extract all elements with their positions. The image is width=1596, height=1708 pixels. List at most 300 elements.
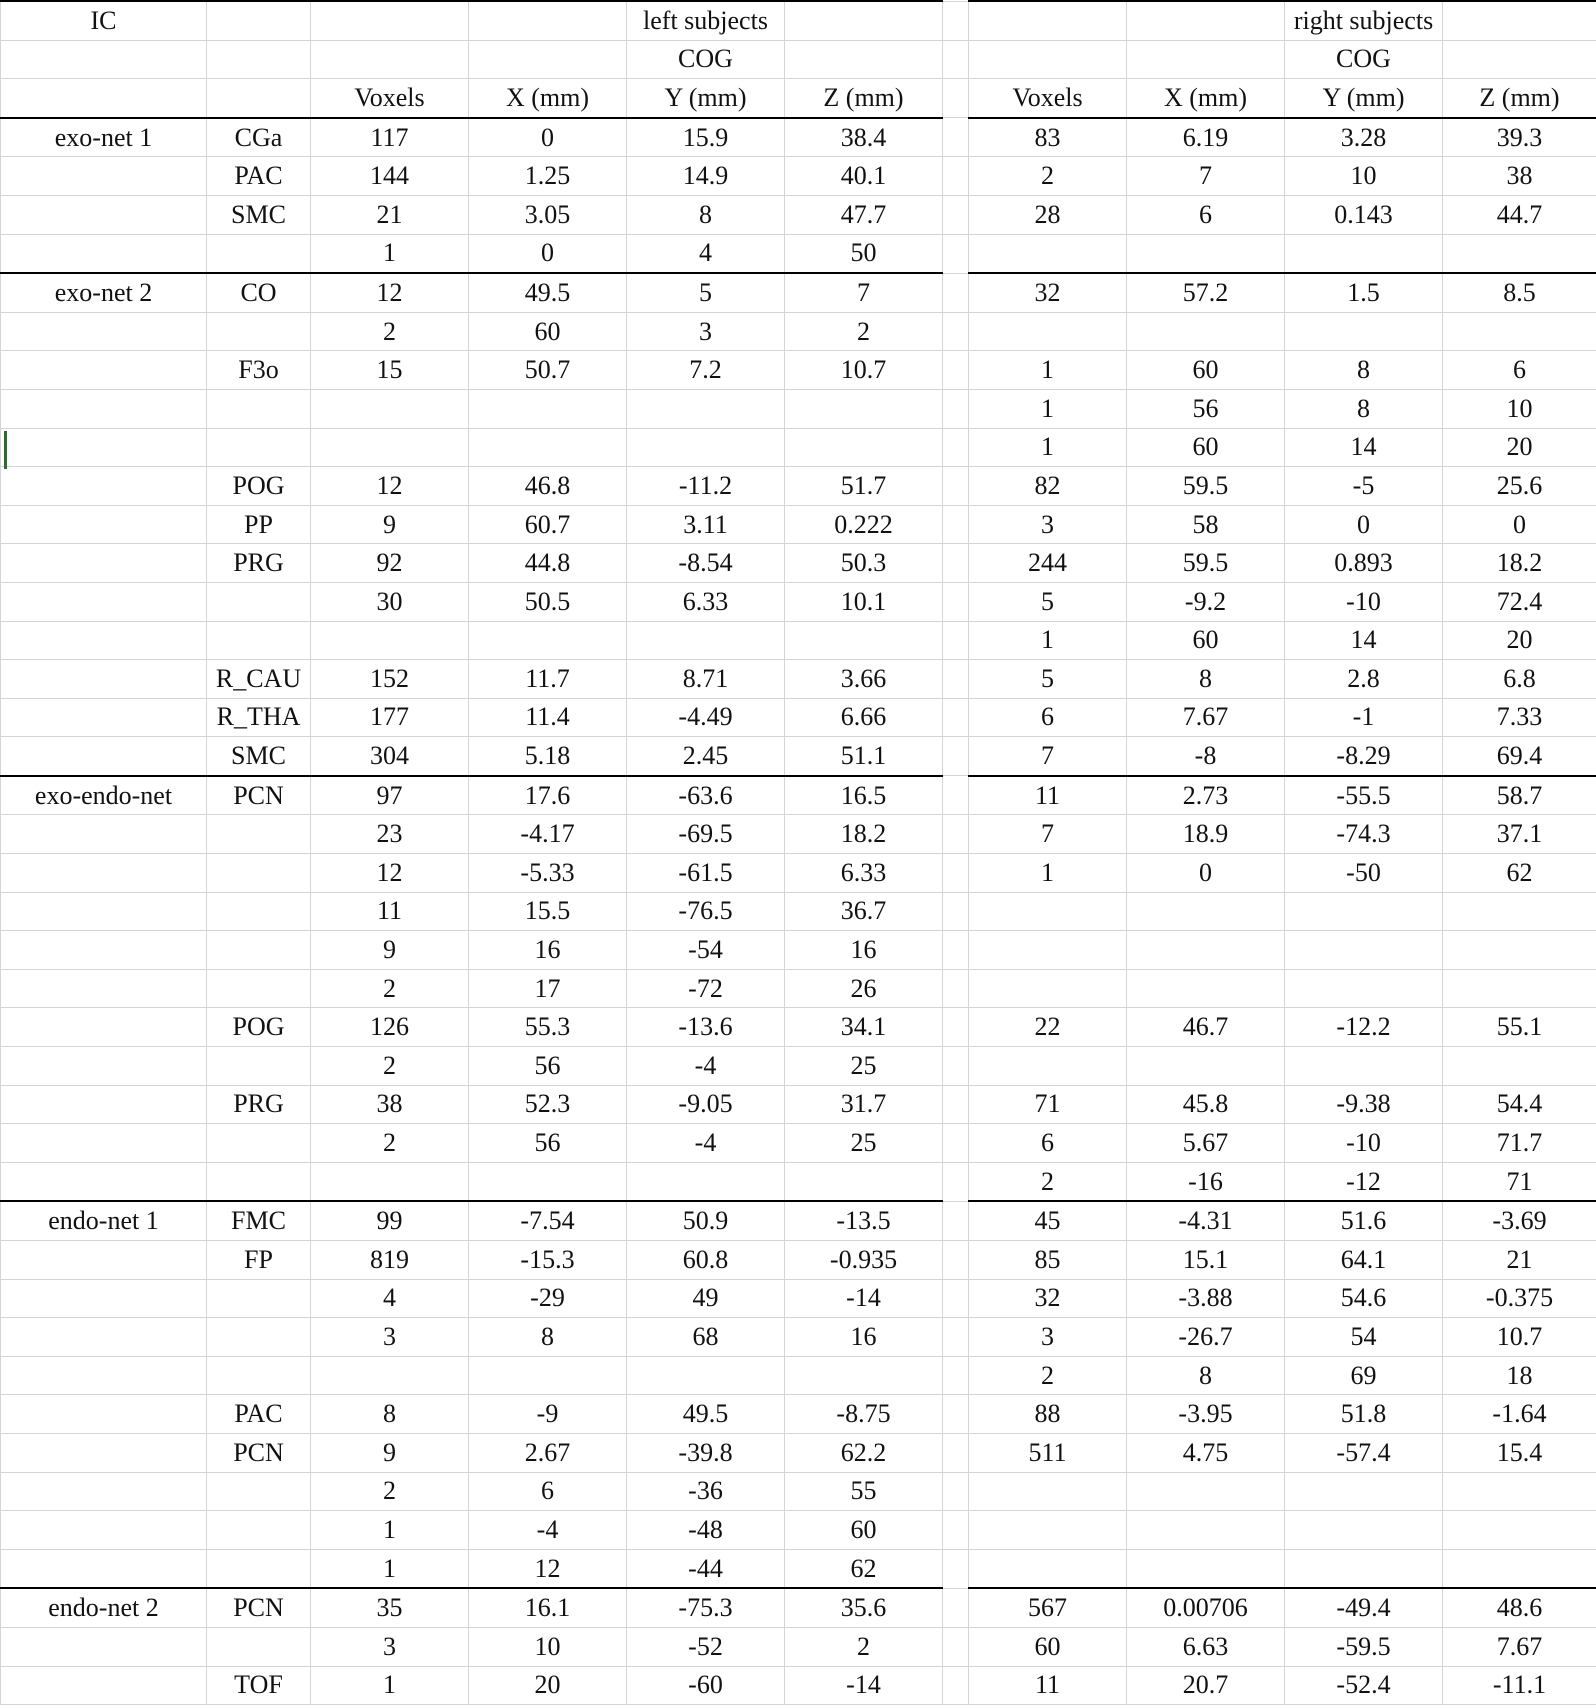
right-x-cell[interactable] <box>1127 892 1285 931</box>
left-z-cell[interactable]: 51.1 <box>785 737 943 776</box>
left-x-cell[interactable] <box>469 1162 627 1201</box>
right-x-cell[interactable]: 0.00706 <box>1127 1588 1285 1627</box>
left-x-cell[interactable]: 60 <box>469 312 627 351</box>
header-right-voxels[interactable]: Voxels <box>969 79 1127 118</box>
right-y-cell[interactable]: -10 <box>1285 1124 1443 1163</box>
gap-cell[interactable] <box>943 1162 969 1201</box>
left-z-cell[interactable]: 6.66 <box>785 698 943 737</box>
ic-cell[interactable] <box>1 892 207 931</box>
right-voxels-cell[interactable]: 32 <box>969 273 1127 312</box>
left-x-cell[interactable]: 56 <box>469 1047 627 1086</box>
right-y-cell[interactable]: 10 <box>1285 157 1443 196</box>
gap-cell[interactable] <box>943 1356 969 1395</box>
header-left-cog[interactable]: COG <box>627 40 785 79</box>
region-cell[interactable]: R_THA <box>207 698 311 737</box>
right-z-cell[interactable]: 20 <box>1443 428 1596 467</box>
left-x-cell[interactable]: 0 <box>469 118 627 157</box>
header-cell[interactable] <box>1127 40 1285 79</box>
right-y-cell[interactable]: 54.6 <box>1285 1279 1443 1318</box>
left-z-cell[interactable]: 2 <box>785 312 943 351</box>
left-voxels-cell[interactable]: 97 <box>311 776 469 815</box>
left-x-cell[interactable]: 17.6 <box>469 776 627 815</box>
region-cell[interactable]: PRG <box>207 544 311 583</box>
left-y-cell[interactable]: 3.11 <box>627 505 785 544</box>
gap-cell[interactable] <box>943 1124 969 1163</box>
left-x-cell[interactable] <box>469 1356 627 1395</box>
ic-cell[interactable]: endo-net 2 <box>1 1588 207 1627</box>
right-x-cell[interactable]: 20.7 <box>1127 1666 1285 1705</box>
right-voxels-cell[interactable]: 2 <box>969 1162 1127 1201</box>
left-voxels-cell[interactable]: 152 <box>311 660 469 699</box>
left-y-cell[interactable] <box>627 389 785 428</box>
ic-cell[interactable] <box>1 1085 207 1124</box>
left-voxels-cell[interactable]: 30 <box>311 582 469 621</box>
right-x-cell[interactable] <box>1127 969 1285 1008</box>
right-voxels-cell[interactable]: 82 <box>969 467 1127 506</box>
header-cell[interactable] <box>969 1 1127 40</box>
left-x-cell[interactable]: 0 <box>469 234 627 273</box>
gap-cell[interactable] <box>943 1395 969 1434</box>
right-voxels-cell[interactable]: 5 <box>969 582 1127 621</box>
right-z-cell[interactable]: -0.375 <box>1443 1279 1596 1318</box>
header-cell[interactable] <box>785 1 943 40</box>
region-cell[interactable]: CO <box>207 273 311 312</box>
gap-cell[interactable] <box>943 312 969 351</box>
right-voxels-cell[interactable]: 11 <box>969 1666 1127 1705</box>
region-cell[interactable] <box>207 1549 311 1588</box>
right-x-cell[interactable]: 60 <box>1127 351 1285 390</box>
ic-cell[interactable] <box>1 1318 207 1357</box>
left-voxels-cell[interactable] <box>311 428 469 467</box>
right-x-cell[interactable]: 58 <box>1127 505 1285 544</box>
region-cell[interactable]: POG <box>207 467 311 506</box>
right-voxels-cell[interactable]: 3 <box>969 1318 1127 1357</box>
right-y-cell[interactable]: -57.4 <box>1285 1433 1443 1472</box>
right-y-cell[interactable]: 14 <box>1285 621 1443 660</box>
right-x-cell[interactable]: 7.67 <box>1127 698 1285 737</box>
ic-cell[interactable] <box>1 698 207 737</box>
left-voxels-cell[interactable] <box>311 389 469 428</box>
left-x-cell[interactable]: 16.1 <box>469 1588 627 1627</box>
region-cell[interactable] <box>207 428 311 467</box>
left-z-cell[interactable] <box>785 389 943 428</box>
left-z-cell[interactable]: 62.2 <box>785 1433 943 1472</box>
header-gap[interactable] <box>943 79 969 118</box>
left-z-cell[interactable] <box>785 428 943 467</box>
left-x-cell[interactable]: 15.5 <box>469 892 627 931</box>
gap-cell[interactable] <box>943 1666 969 1705</box>
left-y-cell[interactable]: -60 <box>627 1666 785 1705</box>
right-y-cell[interactable]: -74.3 <box>1285 815 1443 854</box>
header-cell[interactable] <box>311 1 469 40</box>
right-x-cell[interactable]: -3.95 <box>1127 1395 1285 1434</box>
right-y-cell[interactable]: 0.893 <box>1285 544 1443 583</box>
region-cell[interactable]: R_CAU <box>207 660 311 699</box>
ic-cell[interactable] <box>1 582 207 621</box>
left-voxels-cell[interactable]: 4 <box>311 1279 469 1318</box>
right-z-cell[interactable]: 20 <box>1443 621 1596 660</box>
right-voxels-cell[interactable] <box>969 1511 1127 1550</box>
left-voxels-cell[interactable]: 23 <box>311 815 469 854</box>
gap-cell[interactable] <box>943 854 969 893</box>
left-y-cell[interactable]: -8.54 <box>627 544 785 583</box>
left-y-cell[interactable]: -72 <box>627 969 785 1008</box>
right-z-cell[interactable]: 39.3 <box>1443 118 1596 157</box>
right-x-cell[interactable]: 57.2 <box>1127 273 1285 312</box>
ic-cell[interactable]: endo-net 1 <box>1 1201 207 1240</box>
right-y-cell[interactable]: 14 <box>1285 428 1443 467</box>
left-y-cell[interactable]: -4 <box>627 1124 785 1163</box>
right-x-cell[interactable]: 46.7 <box>1127 1008 1285 1047</box>
region-cell[interactable]: CGa <box>207 118 311 157</box>
right-y-cell[interactable]: 54 <box>1285 1318 1443 1357</box>
gap-cell[interactable] <box>943 582 969 621</box>
left-y-cell[interactable]: 49 <box>627 1279 785 1318</box>
left-x-cell[interactable]: 11.7 <box>469 660 627 699</box>
ic-cell[interactable] <box>1 931 207 970</box>
left-y-cell[interactable]: 8.71 <box>627 660 785 699</box>
right-voxels-cell[interactable]: 1 <box>969 351 1127 390</box>
ic-cell[interactable]: exo-net 1 <box>1 118 207 157</box>
right-x-cell[interactable] <box>1127 1549 1285 1588</box>
header-left-subjects[interactable]: left subjects <box>627 1 785 40</box>
left-x-cell[interactable] <box>469 389 627 428</box>
header-cell[interactable] <box>1 79 207 118</box>
left-z-cell[interactable]: 10.1 <box>785 582 943 621</box>
region-cell[interactable]: PP <box>207 505 311 544</box>
right-y-cell[interactable] <box>1285 234 1443 273</box>
ic-cell[interactable] <box>1 969 207 1008</box>
ic-cell[interactable] <box>1 234 207 273</box>
left-voxels-cell[interactable]: 3 <box>311 1627 469 1666</box>
header-cell[interactable] <box>311 40 469 79</box>
left-y-cell[interactable]: -44 <box>627 1549 785 1588</box>
region-cell[interactable] <box>207 582 311 621</box>
left-voxels-cell[interactable]: 9 <box>311 931 469 970</box>
left-x-cell[interactable]: 60.7 <box>469 505 627 544</box>
right-y-cell[interactable]: 51.6 <box>1285 1201 1443 1240</box>
header-cell[interactable] <box>785 40 943 79</box>
right-z-cell[interactable]: 58.7 <box>1443 776 1596 815</box>
right-y-cell[interactable]: -8.29 <box>1285 737 1443 776</box>
right-y-cell[interactable] <box>1285 1472 1443 1511</box>
region-cell[interactable] <box>207 854 311 893</box>
left-z-cell[interactable]: 18.2 <box>785 815 943 854</box>
left-x-cell[interactable]: 20 <box>469 1666 627 1705</box>
left-voxels-cell[interactable]: 21 <box>311 195 469 234</box>
right-voxels-cell[interactable]: 28 <box>969 195 1127 234</box>
right-voxels-cell[interactable] <box>969 969 1127 1008</box>
gap-cell[interactable] <box>943 273 969 312</box>
left-y-cell[interactable]: -48 <box>627 1511 785 1550</box>
right-y-cell[interactable]: 3.28 <box>1285 118 1443 157</box>
header-left-y[interactable]: Y (mm) <box>627 79 785 118</box>
right-z-cell[interactable]: 8.5 <box>1443 273 1596 312</box>
header-right-x[interactable]: X (mm) <box>1127 79 1285 118</box>
left-x-cell[interactable]: 6 <box>469 1472 627 1511</box>
right-voxels-cell[interactable] <box>969 234 1127 273</box>
left-y-cell[interactable]: 2.45 <box>627 737 785 776</box>
region-cell[interactable] <box>207 1356 311 1395</box>
right-z-cell[interactable] <box>1443 892 1596 931</box>
right-voxels-cell[interactable]: 2 <box>969 157 1127 196</box>
left-voxels-cell[interactable]: 117 <box>311 118 469 157</box>
right-y-cell[interactable]: 64.1 <box>1285 1241 1443 1280</box>
ic-cell[interactable] <box>1 1279 207 1318</box>
left-voxels-cell[interactable] <box>311 1162 469 1201</box>
header-cell[interactable] <box>1443 1 1596 40</box>
region-cell[interactable] <box>207 969 311 1008</box>
region-cell[interactable]: PAC <box>207 157 311 196</box>
right-z-cell[interactable]: 15.4 <box>1443 1433 1596 1472</box>
right-z-cell[interactable]: 48.6 <box>1443 1588 1596 1627</box>
right-y-cell[interactable]: 8 <box>1285 389 1443 428</box>
ic-cell[interactable] <box>1 505 207 544</box>
left-y-cell[interactable]: 68 <box>627 1318 785 1357</box>
region-cell[interactable]: FMC <box>207 1201 311 1240</box>
gap-cell[interactable] <box>943 1549 969 1588</box>
left-z-cell[interactable]: 16.5 <box>785 776 943 815</box>
right-x-cell[interactable]: 4.75 <box>1127 1433 1285 1472</box>
right-voxels-cell[interactable]: 6 <box>969 1124 1127 1163</box>
left-x-cell[interactable]: 50.5 <box>469 582 627 621</box>
gap-cell[interactable] <box>943 737 969 776</box>
header-right-cog[interactable]: COG <box>1285 40 1443 79</box>
left-z-cell[interactable]: 47.7 <box>785 195 943 234</box>
right-y-cell[interactable]: 0 <box>1285 505 1443 544</box>
left-y-cell[interactable]: -52 <box>627 1627 785 1666</box>
right-z-cell[interactable]: 10.7 <box>1443 1318 1596 1357</box>
gap-cell[interactable] <box>943 698 969 737</box>
left-x-cell[interactable]: 44.8 <box>469 544 627 583</box>
left-y-cell[interactable]: -4 <box>627 1047 785 1086</box>
right-voxels-cell[interactable] <box>969 312 1127 351</box>
left-y-cell[interactable]: -13.6 <box>627 1008 785 1047</box>
region-cell[interactable]: PCN <box>207 776 311 815</box>
left-z-cell[interactable]: 26 <box>785 969 943 1008</box>
right-voxels-cell[interactable] <box>969 1472 1127 1511</box>
gap-cell[interactable] <box>943 1047 969 1086</box>
left-x-cell[interactable]: -29 <box>469 1279 627 1318</box>
right-x-cell[interactable]: 6 <box>1127 195 1285 234</box>
right-z-cell[interactable]: -11.1 <box>1443 1666 1596 1705</box>
gap-cell[interactable] <box>943 776 969 815</box>
right-voxels-cell[interactable] <box>969 892 1127 931</box>
left-voxels-cell[interactable]: 92 <box>311 544 469 583</box>
left-x-cell[interactable]: 55.3 <box>469 1008 627 1047</box>
ic-cell[interactable] <box>1 1472 207 1511</box>
right-z-cell[interactable]: 6 <box>1443 351 1596 390</box>
header-right-y[interactable]: Y (mm) <box>1285 79 1443 118</box>
right-x-cell[interactable]: 0 <box>1127 854 1285 893</box>
right-z-cell[interactable]: 38 <box>1443 157 1596 196</box>
region-cell[interactable] <box>207 1472 311 1511</box>
header-cell[interactable] <box>1 40 207 79</box>
header-left-voxels[interactable]: Voxels <box>311 79 469 118</box>
right-x-cell[interactable]: 7 <box>1127 157 1285 196</box>
ic-cell[interactable] <box>1 1627 207 1666</box>
gap-cell[interactable] <box>943 118 969 157</box>
left-x-cell[interactable]: 3.05 <box>469 195 627 234</box>
left-z-cell[interactable]: -13.5 <box>785 1201 943 1240</box>
left-z-cell[interactable]: 0.222 <box>785 505 943 544</box>
right-z-cell[interactable]: 6.8 <box>1443 660 1596 699</box>
right-y-cell[interactable] <box>1285 1549 1443 1588</box>
region-cell[interactable]: PCN <box>207 1433 311 1472</box>
right-voxels-cell[interactable]: 11 <box>969 776 1127 815</box>
left-x-cell[interactable]: 10 <box>469 1627 627 1666</box>
left-voxels-cell[interactable]: 1 <box>311 1511 469 1550</box>
left-y-cell[interactable]: 50.9 <box>627 1201 785 1240</box>
left-voxels-cell[interactable]: 2 <box>311 1124 469 1163</box>
left-x-cell[interactable]: -5.33 <box>469 854 627 893</box>
left-z-cell[interactable]: 6.33 <box>785 854 943 893</box>
right-voxels-cell[interactable]: 2 <box>969 1356 1127 1395</box>
right-y-cell[interactable]: -9.38 <box>1285 1085 1443 1124</box>
left-y-cell[interactable]: -54 <box>627 931 785 970</box>
left-z-cell[interactable]: 25 <box>785 1047 943 1086</box>
left-voxels-cell[interactable]: 12 <box>311 854 469 893</box>
left-x-cell[interactable]: -15.3 <box>469 1241 627 1280</box>
right-y-cell[interactable]: -5 <box>1285 467 1443 506</box>
left-voxels-cell[interactable]: 3 <box>311 1318 469 1357</box>
ic-cell[interactable] <box>1 312 207 351</box>
gap-cell[interactable] <box>943 1008 969 1047</box>
right-y-cell[interactable]: -49.4 <box>1285 1588 1443 1627</box>
left-voxels-cell[interactable]: 819 <box>311 1241 469 1280</box>
region-cell[interactable] <box>207 1124 311 1163</box>
right-x-cell[interactable]: 59.5 <box>1127 544 1285 583</box>
ic-cell[interactable] <box>1 428 207 467</box>
gap-cell[interactable] <box>943 931 969 970</box>
left-z-cell[interactable]: 25 <box>785 1124 943 1163</box>
left-z-cell[interactable] <box>785 1162 943 1201</box>
region-cell[interactable]: F3o <box>207 351 311 390</box>
region-cell[interactable]: PRG <box>207 1085 311 1124</box>
left-x-cell[interactable]: -9 <box>469 1395 627 1434</box>
right-y-cell[interactable]: -52.4 <box>1285 1666 1443 1705</box>
left-y-cell[interactable] <box>627 1356 785 1395</box>
left-x-cell[interactable]: 1.25 <box>469 157 627 196</box>
right-voxels-cell[interactable]: 88 <box>969 1395 1127 1434</box>
left-z-cell[interactable]: 35.6 <box>785 1588 943 1627</box>
ic-cell[interactable] <box>1 1241 207 1280</box>
region-cell[interactable]: SMC <box>207 195 311 234</box>
left-x-cell[interactable]: 2.67 <box>469 1433 627 1472</box>
right-z-cell[interactable]: 62 <box>1443 854 1596 893</box>
left-voxels-cell[interactable]: 2 <box>311 969 469 1008</box>
ic-cell[interactable] <box>1 1511 207 1550</box>
left-y-cell[interactable]: -61.5 <box>627 854 785 893</box>
right-voxels-cell[interactable]: 244 <box>969 544 1127 583</box>
left-z-cell[interactable]: 10.7 <box>785 351 943 390</box>
left-voxels-cell[interactable]: 1 <box>311 1549 469 1588</box>
left-y-cell[interactable]: 8 <box>627 195 785 234</box>
gap-cell[interactable] <box>943 1201 969 1240</box>
right-y-cell[interactable]: -12 <box>1285 1162 1443 1201</box>
left-y-cell[interactable]: -11.2 <box>627 467 785 506</box>
left-z-cell[interactable]: -0.935 <box>785 1241 943 1280</box>
left-voxels-cell[interactable]: 2 <box>311 1472 469 1511</box>
right-voxels-cell[interactable]: 1 <box>969 389 1127 428</box>
left-y-cell[interactable] <box>627 1162 785 1201</box>
region-cell[interactable]: PCN <box>207 1588 311 1627</box>
ic-cell[interactable] <box>1 544 207 583</box>
gap-cell[interactable] <box>943 467 969 506</box>
right-z-cell[interactable]: 54.4 <box>1443 1085 1596 1124</box>
right-voxels-cell[interactable]: 22 <box>969 1008 1127 1047</box>
right-x-cell[interactable]: -9.2 <box>1127 582 1285 621</box>
header-cell[interactable] <box>469 40 627 79</box>
gap-cell[interactable] <box>943 1433 969 1472</box>
region-cell[interactable] <box>207 931 311 970</box>
left-z-cell[interactable]: -14 <box>785 1279 943 1318</box>
right-y-cell[interactable]: -55.5 <box>1285 776 1443 815</box>
ic-cell[interactable] <box>1 1549 207 1588</box>
gap-cell[interactable] <box>943 1627 969 1666</box>
left-voxels-cell[interactable]: 9 <box>311 505 469 544</box>
gap-cell[interactable] <box>943 660 969 699</box>
left-x-cell[interactable]: 50.7 <box>469 351 627 390</box>
ic-cell[interactable] <box>1 621 207 660</box>
left-z-cell[interactable]: 34.1 <box>785 1008 943 1047</box>
left-y-cell[interactable]: 14.9 <box>627 157 785 196</box>
left-x-cell[interactable]: 8 <box>469 1318 627 1357</box>
right-z-cell[interactable]: 18 <box>1443 1356 1596 1395</box>
right-x-cell[interactable] <box>1127 1511 1285 1550</box>
gap-cell[interactable] <box>943 389 969 428</box>
region-cell[interactable] <box>207 312 311 351</box>
right-voxels-cell[interactable]: 3 <box>969 505 1127 544</box>
header-cell[interactable] <box>969 40 1127 79</box>
right-x-cell[interactable] <box>1127 1472 1285 1511</box>
header-left-z[interactable]: Z (mm) <box>785 79 943 118</box>
left-voxels-cell[interactable]: 12 <box>311 273 469 312</box>
right-z-cell[interactable]: 44.7 <box>1443 195 1596 234</box>
header-cell[interactable] <box>207 79 311 118</box>
left-y-cell[interactable] <box>627 621 785 660</box>
left-voxels-cell[interactable]: 9 <box>311 1433 469 1472</box>
gap-cell[interactable] <box>943 1588 969 1627</box>
gap-cell[interactable] <box>943 505 969 544</box>
right-z-cell[interactable]: 0 <box>1443 505 1596 544</box>
ic-cell[interactable] <box>1 1395 207 1434</box>
right-voxels-cell[interactable]: 1 <box>969 428 1127 467</box>
left-z-cell[interactable]: 2 <box>785 1627 943 1666</box>
right-x-cell[interactable] <box>1127 312 1285 351</box>
right-z-cell[interactable] <box>1443 1047 1596 1086</box>
left-y-cell[interactable]: -36 <box>627 1472 785 1511</box>
right-z-cell[interactable]: 37.1 <box>1443 815 1596 854</box>
gap-cell[interactable] <box>943 195 969 234</box>
left-voxels-cell[interactable]: 15 <box>311 351 469 390</box>
region-cell[interactable] <box>207 234 311 273</box>
right-x-cell[interactable]: 6.19 <box>1127 118 1285 157</box>
left-y-cell[interactable]: -76.5 <box>627 892 785 931</box>
left-z-cell[interactable]: 16 <box>785 1318 943 1357</box>
gap-cell[interactable] <box>943 1085 969 1124</box>
region-cell[interactable]: SMC <box>207 737 311 776</box>
right-y-cell[interactable] <box>1285 969 1443 1008</box>
ic-cell[interactable] <box>1 854 207 893</box>
left-x-cell[interactable]: 16 <box>469 931 627 970</box>
gap-cell[interactable] <box>943 351 969 390</box>
header-right-subjects[interactable]: right subjects <box>1285 1 1443 40</box>
left-z-cell[interactable]: 50.3 <box>785 544 943 583</box>
gap-cell[interactable] <box>943 1318 969 1357</box>
ic-cell[interactable] <box>1 1356 207 1395</box>
right-x-cell[interactable]: 5.67 <box>1127 1124 1285 1163</box>
